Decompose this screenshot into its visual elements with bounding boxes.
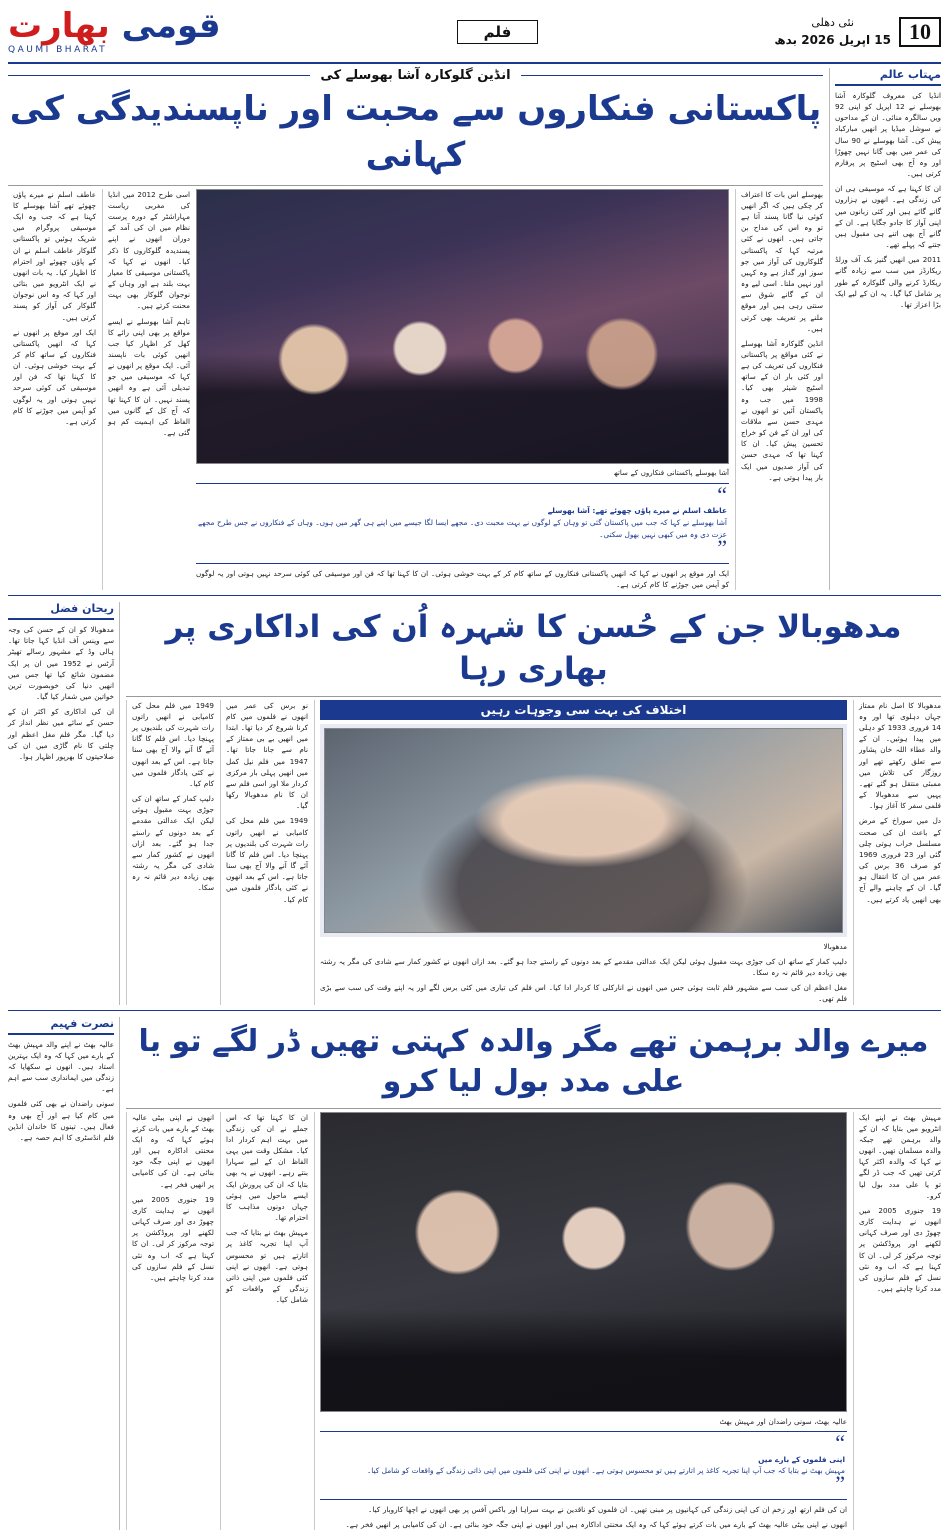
article3-pullquote-title: اپنی فلموں کے بارے میں [758, 1454, 845, 1464]
brand-logo [8, 6, 221, 55]
article3-columns [126, 1112, 941, 1530]
article2-col3-text2: 1949 میں فلم محل کی کامیابی نے انھیں راتوں رات شہرت کی بلندیوں پر پہنچا دیا۔ اس فلم کا گانا آئے گا آنے والا آج بھی سنا جاتا ہے۔ اس کے بعد انھوں نے کئی یادگار فلموں میں کام کیا۔ [226, 816, 308, 904]
sidebar-bottom-byline: نصرت فہیم [50, 1016, 114, 1030]
article1-col-4 [8, 189, 96, 590]
article3-col3-text: ان کا کہنا تھا کہ اس جملے نے ان کی زندگی میں بہت اہم کردار ادا کیا۔ مشکل وقت میں یہی الفاظ ان کے لیے سہارا بنتے رہے۔ انھوں نے یہ بھی بتایا کہ ان کی پرورش ایک ایسے ماحول میں ہوئی جہاں دونوں مذاہب کا احترام تھا۔ [226, 1112, 308, 1223]
brand-urdu [8, 6, 221, 46]
article2-col4-text2: دلیپ کمار کے ساتھ ان کی جوڑی بہت مقبول ہوئی لیکن ایک عدالتی مقدمے کے بعد دونوں کے راستے جدا ہو گئے۔ بعد ازاں انھوں نے کشور کمار سے شادی کی مگر یہ رشتہ بھی زیادہ دیر قائم نہ رہ سکا۔ [132, 794, 214, 893]
brand-urdu-part1: قومی [121, 6, 221, 46]
article2-center-text2: مغل اعظم ان کی سب سے مشہور فلم ثابت ہوئی جس میں انھوں نے انارکلی کا کردار ادا کیا۔ اس فلم کی تیاری میں کئی برس لگے اور یہ اپنے وقت کی سب سے بڑی فلم تھی۔ [320, 983, 847, 1004]
article2-col4-text: 1949 میں فلم محل کی کامیابی نے انھیں راتوں رات شہرت کی بلندیوں پر پہنچا دیا۔ اس فلم کا گانا آئے گا آنے والا آج بھی سنا جاتا ہے۔ اس کے بعد انھوں نے کئی یادگار فلموں میں کام کیا۔ [132, 700, 214, 788]
article2-col-1 [853, 700, 941, 1005]
sidebar-article-mid [8, 602, 120, 1004]
sidebar-top-p3: 2011 میں انھیں گنیز بک آف ورلڈ ریکارڈز میں سب سے زیادہ گانے ریکارڈ کرنے والی گلوکارہ کے طور پر شامل کیا گیا۔ یہ ان کے لیے ایک بڑا اعزاز تھا۔ [835, 255, 941, 309]
article3-pullquote [320, 1431, 847, 1500]
quote-icon-close: ” [835, 1471, 845, 1497]
article1-center-text: ایک اور موقع پر انھوں نے کہا کہ انھیں پاکستانی فنکاروں کے ساتھ کام کر کے بہت خوشی ہوئی۔ ان کا کہنا تھا کہ فن اور موسیقی کی کوئی سرحد نہیں ہوتی اور یہ لوگوں کو آپس میں جوڑنے کا کام کرتی ہے۔ [196, 568, 729, 589]
article1-main [8, 68, 823, 590]
article1-col1-text: بھوسلے اس بات کا اعتراف کر چکی ہیں کہ اگر انھیں کوئی نیا گانا پسند آتا ہے تو وہ اس کی مداح بن جاتی ہیں۔ انھوں نے کئی مرتبہ کہا کہ پاکستانی گلوکاروں کی آواز میں جو سوز اور گداز ہے وہ کہیں اور نہیں ملتا۔ اسی لیے وہ ان کے گانے شوق سے سنتی رہی ہیں اور موقع ملنے پر تعریف بھی کرتی ہیں۔ [741, 189, 823, 333]
article2-headline: مدھوبالا جن کے حُسن کا شہرہ اُن کی اداکاری پر بھاری رہا [165, 609, 902, 687]
kicker-rule-right [8, 75, 310, 76]
brand-english: QAUMI BHARAT [8, 45, 108, 55]
article2-col3-text: نو برس کی عمر میں انھوں نے فلموں میں کام کرنا شروع کر دیا تھا۔ ابتدا میں انھیں بے بی ممتاز کے نام سے جانا جاتا تھا۔ 1947 میں فلم نیل کمل میں انھیں پہلی بار مرکزی کردار ملا اور اسی فلم سے ان کا نام مدھوبالا رکھا گیا۔ [226, 700, 308, 811]
article3-center-text: ان کی فلم ارتھ اور زخم ان کی اپنی زندگی کی کہانیوں پر مبنی تھیں۔ ان فلموں کو ناقدین نے بہت سراہا اور باکس آفس پر بھی انھوں نے اچھا کاروبار کیا۔ [368, 1505, 847, 1515]
article2-wrap [8, 602, 941, 1004]
article2-columns [126, 700, 941, 1005]
article1-col4-text: عاطف اسلم نے میرے پاؤں چھوئے تھے آشا بھوسلے کا کہنا ہے کہ جب وہ ایک موسیقی پروگرام میں شریک ہوئیں تو پاکستانی گلوکار عاطف اسلم نے ان کے پاؤں چھوئے اور احترام کا اظہار کیا۔ یہ بات انھوں نے ایک انٹرویو میں بتائی اور کہا کہ وہ اس نوجوان گلوکار کی آواز کو پسند کرتی ہیں۔ [13, 189, 96, 322]
divider [835, 84, 941, 86]
sidebar-bottom-p2: سونی راضدان نے بھی کئی فلموں میں کام کیا ہے اور آج بھی وہ فعال ہیں۔ تینوں کا خاندان انڈین فلم انڈسٹری کا اہم حصہ ہے۔ [8, 1099, 114, 1142]
article-madhubala [8, 602, 941, 1004]
article1-col3-text2: تاہم آشا بھوسلے نے ایسے مواقع پر بھی اپنی رائے کا کھل کر اظہار کیا جب انھیں کوئی بات ناپسند آئی۔ ایک موقع پر انھوں نے کہا کہ موسیقی میں جو تبدیلی آئی ہے وہ انھیں پسند نہیں۔ ان کا کہنا تھا کہ آج کل کے گانوں میں الفاظ کی اہمیت کم ہو گئی ہے۔ [108, 316, 190, 438]
article3-col3-text2: مہیش بھٹ نے بتایا کہ جب آپ اپنا تجربہ کاغذ پر اتارتے ہیں تو محسوس ہوتی ہے۔ انھوں نے اپنی کئی فلموں میں اپنی ذاتی زندگی کے واقعات کو شامل کیا۔ [226, 1228, 308, 1305]
article3-center [314, 1112, 847, 1530]
article3-col4-text2: 19 جنوری 2005 میں انھوں نے ہدایت کاری چھوڑ دی اور صرف کہانی لکھنے اور پروڈکشن پر توجہ مرکوز کر لی۔ ان کا کہنا ہے کہ اب وہ نئی نسل کے فلم سازوں کی مدد کرنا چاہتے ہیں۔ [132, 1194, 214, 1282]
sidebar-article-top [829, 68, 941, 590]
article2-photo [324, 728, 843, 933]
article-asha-bhosle [8, 68, 941, 590]
article1-photo-wrap [196, 189, 729, 464]
sidebar-mid-p2: ان کی اداکاری کو اکثر ان کے حسن کے سائے میں نظر انداز کر دیا گیا۔ مگر فلم مغل اعظم اور چلتی کا نام گاڑی میں ان کی صلاحیتوں کا بھرپور اظہار ہوا۔ [8, 707, 114, 761]
article1-kicker [8, 68, 823, 83]
divider [8, 185, 823, 186]
article3-photo [320, 1112, 847, 1412]
sidebar-mid-p1: مدھوبالا کو ان کے حسن کی وجہ سے وینس آف انڈیا کہا جاتا تھا۔ ہالی وڈ کے مشہور رسالے تھیٹر آرٹس نے 1952 میں ان پر ایک مضمون شائع کیا تھا جس میں انھیں دنیا کی خوبصورت ترین خواتین میں شمار کیا گیا۔ [8, 625, 114, 702]
article3-pullquote-body: مہیش بھٹ نے بتایا کہ جب آپ اپنا تجربہ کاغذ پر اتارتے ہیں تو محسوس ہوتی ہے۔ انھوں نے اپنی کئی فلموں میں اپنی ذاتی زندگی کے واقعات کو شامل کیا۔ [366, 1466, 845, 1476]
divider [126, 1108, 941, 1109]
article3-col1-text: مہیش بھٹ نے اپنے ایک انٹرویو میں بتایا کہ ان کے والد برہمن تھے جبکہ والدہ مسلمان تھیں۔ انھوں نے کہا کہ والدہ اکثر کہا کرتی تھیں کہ جب ڈر لگے تو یا علی مدد بول لیا کرو۔ [859, 1112, 941, 1200]
article3-wrap [8, 1017, 941, 1530]
dateline-city: نئی دھلی [811, 15, 854, 29]
article1-col-3 [102, 189, 190, 590]
brand-urdu-part2: بھارت [8, 6, 110, 46]
article3-col-4 [126, 1112, 214, 1530]
article1-col3-text: اسی طرح 2012 میں انڈیا کی مغربی ریاست مہاراشٹر کے دورہ پرست نظام میں ان کی آمد کے دوران انھوں نے اپنے پسندیدہ گلوکاروں کا ذکر کیا۔ انھوں نے کہا کہ پاکستانی موسیقی کا معیار بہت بلند ہے اور وہاں کے نوجوان گلوکار بھی بہت محنت کرتے ہیں۔ [108, 189, 190, 311]
article1-columns [8, 189, 823, 590]
sidebar-top-p1: انڈیا کی معروف گلوکارہ آشا بھوسلے نے 12 اپریل کو اپنی 92 ویں سالگرہ منائی۔ ان کے مداحوں نے سوشل میڈیا پر انھیں مبارکباد پیش کی۔ آشا بھوسلے نے 90 سال کی عمر میں بھی گانا نہیں چھوڑا اور وہ آج بھی اسٹیج پر پرفارم کرتی ہیں۔ [835, 91, 941, 179]
article3-headline: میرے والد برہمن تھے مگر والدہ کہتی تھیں ڈر لگے تو یا علی مدد بول لیا کرو [138, 1023, 929, 1100]
article1-col4-text2: ایک اور موقع پر انھوں نے کہا کہ انھیں پاکستانی فنکاروں کے ساتھ کام کر کے بہت خوشی ہوئی۔ ان کا کہنا تھا کہ فن اور موسیقی کی کوئی سرحد نہیں ہوتی اور یہ لوگوں کو آپس میں جوڑنے کا کام کرتی ہے۔ [13, 327, 96, 426]
article1-pullquote [196, 483, 729, 564]
quote-icon: “ [835, 1429, 845, 1455]
article2-photo-caption: مدھوبالا [823, 941, 847, 951]
article2-photo-box [320, 724, 847, 937]
article3-col1-text2: 19 جنوری 2005 میں انھوں نے ہدایت کاری چھوڑ دی اور صرف کہانی لکھنے اور پروڈکشن پر توجہ مرکوز کر لی۔ ان کا کہنا ہے کہ اب وہ نئی نسل کے فلم سازوں کی مدد کرنا چاہتے ہیں۔ [859, 1205, 941, 1293]
article2-main [126, 602, 941, 1004]
divider [8, 1033, 114, 1035]
article3-photo-caption: عالیہ بھٹ، سونی راضدان اور مہیش بھٹ [719, 1416, 847, 1426]
article3-col4-text: انھوں نے اپنی بیٹی عالیہ بھٹ کے بارے میں بات کرتے ہوئے کہا کہ وہ ایک محنتی اداکارہ ہیں اور انھوں نے اپنی جگہ خود بنائی ہے۔ ان کی کامیابی پر انھیں فخر ہے۔ [132, 1112, 214, 1189]
article2-col1-text2: دل میں سوراخ کے مرض کے باعث ان کی صحت مسلسل خراب ہوتی چلی گئی اور 23 فروری 1969 کو صرف 36 برس کی عمر میں ان کا انتقال ہو گیا۔ ان کے چاہنے والے آج بھی انھیں یاد کرتے ہیں۔ [859, 816, 941, 904]
section-divider-2 [8, 1010, 941, 1011]
kicker-rule-left [521, 75, 823, 76]
article2-center-text: دلیپ کمار کے ساتھ ان کی جوڑی بہت مقبول ہوئی لیکن ایک عدالتی مقدمے کے بعد دونوں کے راستے جدا ہو گئے۔ بعد ازاں انھوں نے کشور کمار سے شادی کی مگر یہ رشتہ بھی زیادہ دیر قائم نہ رہ سکا۔ [320, 957, 847, 978]
article2-col-4 [126, 700, 214, 1005]
dateline [774, 15, 891, 50]
sidebar-bottom-p1: عالیہ بھٹ نے اپنے والد مہیش بھٹ کے بارے میں کہا کہ وہ ایک بہترین استاد ہیں۔ انھوں نے سکھایا کہ زندگی میں ایمانداری سب سے اہم ہے۔ [8, 1039, 114, 1094]
article2-center [314, 700, 847, 1005]
masthead [8, 6, 941, 64]
section-divider-1 [8, 595, 941, 596]
kicker-text: انڈین گلوکارہ آشا بھوسلے کی [320, 68, 511, 83]
article1-col-1 [735, 189, 823, 590]
article1-col1-text2: انڈین گلوکارہ آشا بھوسلے نے کئی مواقع پر پاکستانی فنکاروں کی تعریف کی ہے اور کئی بار ان کے ساتھ اسٹیج شیئر بھی کیا۔ 1998 میں جب وہ پاکستان آئیں تو انھوں نے مہدی حسن سے ملاقات کی اور ان کے فن کو خراج تحسین پیش کیا۔ ان کا کہنا تھا کہ مہدی حسن کی آواز صدیوں میں ایک بار پیدا ہوتی ہے۔ [741, 338, 823, 482]
article1-photo [196, 189, 729, 464]
masthead-left [774, 15, 941, 50]
article1-center [196, 189, 729, 590]
article2-col1-text: مدھوبالا کا اصل نام ممتاز جہاں دہلوی تھا اور وہ 14 فروری 1933 کو دہلی میں پیدا ہوئیں۔ ان کے والد عطاء اللہ خان پشاور سے تعلق رکھتے تھے اور روزگار کی تلاش میں ممبئی منتقل ہو گئے تھے۔ یہیں سے مدھوبالا کے فلمی سفر کا آغاز ہوا۔ [859, 700, 941, 811]
article2-banner: اختلاف کی بہت سی وجوہات رہیں [320, 700, 847, 720]
article1-pullquote-body: آشا بھوسلے نے کہا کہ جب میں پاکستان گئی تو وہاں کے لوگوں نے بہت محبت دی۔ مجھے ایسا لگا جیسے میں اپنے ہی گھر میں ہوں۔ وہاں کے فنکاروں نے جس طرح مجھے عزت دی وہ میں کبھی نہیں بھول سکتی۔ [198, 518, 727, 540]
section-tag: فلم [457, 20, 539, 44]
divider [8, 618, 114, 620]
article2-col-3 [220, 700, 308, 1005]
article3-center-text2: انھوں نے اپنی بیٹی عالیہ بھٹ کے بارے میں بات کرتے ہوئے کہا کہ وہ ایک محنتی اداکارہ ہیں اور انھوں نے اپنی جگہ خود بنائی ہے۔ ان کی کامیابی پر انھیں فخر ہے۔ [345, 1520, 847, 1530]
article-mahesh-bhatt [8, 1017, 941, 1530]
article1-pullquote-title: عاطف اسلم نے میرے پاؤں چھوئے تھے: آشا بھوسلے [547, 506, 727, 516]
article3-main [126, 1017, 941, 1530]
article3-col-3 [220, 1112, 308, 1530]
article3-col-1 [853, 1112, 941, 1530]
dateline-date: 15 اپریل 2026 بدھ [774, 33, 891, 48]
divider [126, 696, 941, 697]
sidebar-top-byline: مہتاب عالم [879, 68, 941, 81]
article1-photo-caption: آشا بھوسلے پاکستانی فنکاروں کے ساتھ [613, 468, 729, 477]
quote-icon: “ [717, 481, 727, 507]
sidebar-article-bottom [8, 1017, 120, 1530]
quote-icon-close: ” [717, 535, 727, 560]
article1-headline: پاکستانی فنکاروں سے محبت اور ناپسندیدگی کی کہانی [9, 89, 822, 175]
sidebar-top-p2: ان کا کہنا ہے کہ موسیقی ہی ان کی زندگی ہے۔ انھوں نے ہزاروں گانے گائے ہیں اور کئی زبانوں میں اپنی آواز کا جادو جگایا ہے۔ ان کے گانے آج بھی اتنے ہی مقبول ہیں جتنے کہ پہلے تھے۔ [835, 184, 941, 250]
page-number: 10 [899, 17, 941, 47]
sidebar-mid-byline: ریحان فضل [50, 602, 114, 616]
